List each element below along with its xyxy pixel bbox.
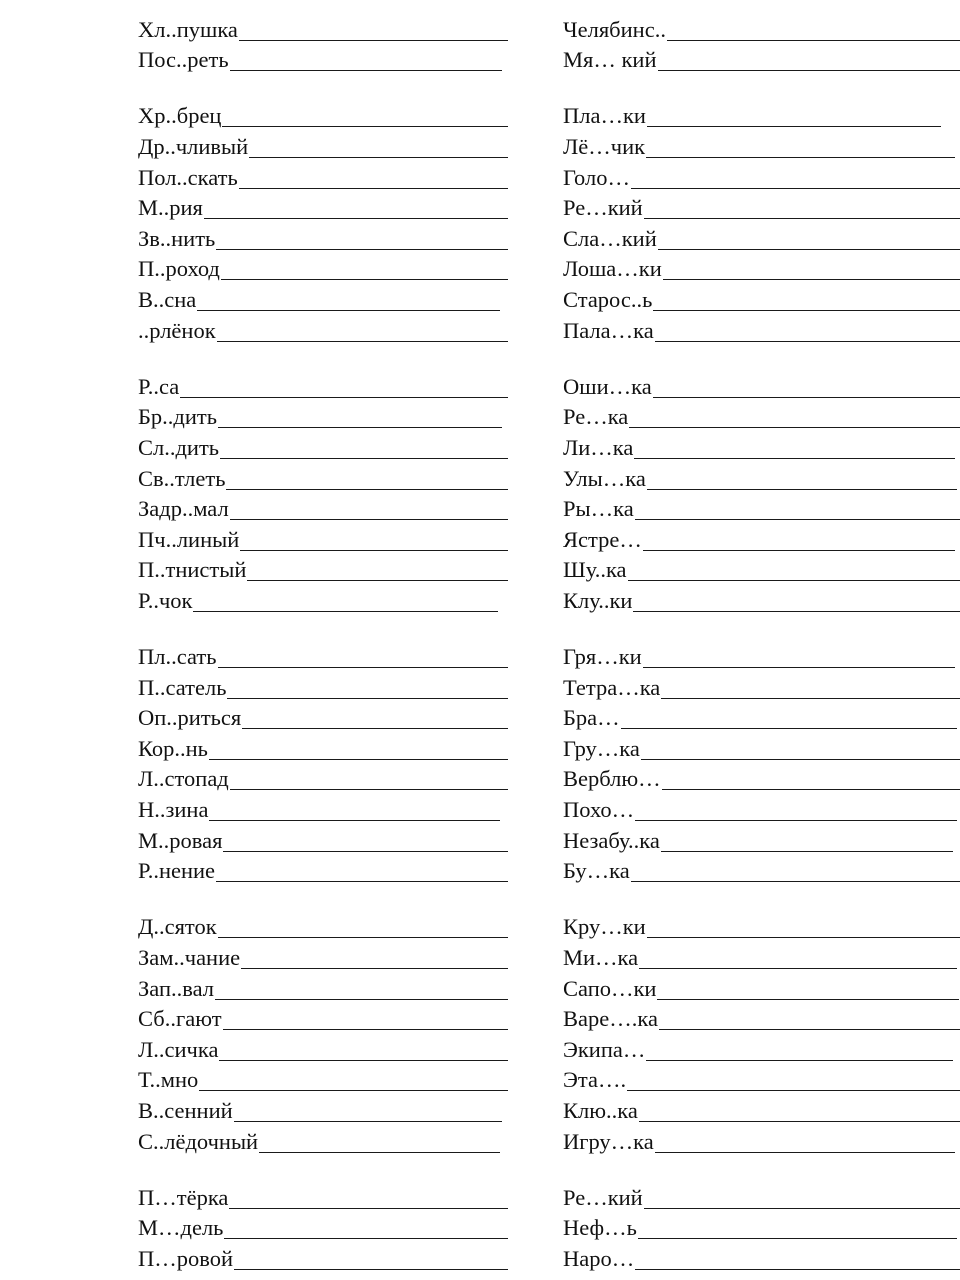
word-with-gap: Сб..гают	[138, 1006, 222, 1032]
answer-line[interactable]	[226, 489, 508, 490]
word-entry	[138, 1213, 508, 1244]
word-entry	[138, 101, 508, 132]
word-entry	[563, 641, 960, 672]
word-entry	[563, 1126, 960, 1157]
left-column	[138, 14, 508, 1274]
answer-line[interactable]	[241, 968, 508, 969]
word-entry	[563, 1095, 960, 1126]
word-with-gap: Гря…ки	[563, 644, 642, 670]
word-with-gap: М…дель	[138, 1215, 224, 1241]
word-entry	[138, 733, 508, 764]
answer-line[interactable]	[180, 397, 508, 398]
answer-line[interactable]	[659, 1029, 960, 1030]
answer-line[interactable]	[197, 310, 500, 311]
word-with-gap: Хл..пушка	[138, 16, 238, 42]
answer-line[interactable]	[239, 188, 508, 189]
word-entry	[563, 1182, 960, 1213]
word-with-gap: Ры…ка	[563, 496, 634, 522]
word-entry	[138, 1182, 508, 1213]
word-entry	[138, 942, 508, 973]
answer-line[interactable]	[218, 667, 509, 668]
answer-line[interactable]	[199, 1090, 508, 1091]
word-entry	[563, 973, 960, 1004]
word-with-gap: В..сенний	[138, 1097, 233, 1123]
word-with-gap: Св..тлеть	[138, 465, 226, 491]
answer-line[interactable]	[216, 881, 508, 882]
word-entry	[138, 973, 508, 1004]
answer-line[interactable]	[242, 728, 508, 729]
word-with-gap: Р..нение	[138, 858, 216, 884]
word-group	[138, 371, 508, 616]
word-with-gap: П..сатель	[138, 674, 227, 700]
word-with-gap: Пла…ки	[563, 103, 646, 129]
word-entry	[563, 101, 960, 132]
word-entry	[138, 856, 508, 887]
answer-line[interactable]	[639, 1121, 960, 1122]
word-entry	[563, 1034, 960, 1065]
answer-line[interactable]	[635, 1269, 960, 1270]
word-with-gap: Зап..вал	[138, 975, 214, 1001]
answer-line[interactable]	[663, 279, 960, 280]
answer-line[interactable]	[653, 397, 960, 398]
answer-line[interactable]	[661, 698, 960, 699]
answer-line[interactable]	[230, 70, 502, 71]
word-entry	[563, 402, 960, 433]
word-with-gap: Тетра…ка	[563, 674, 661, 700]
word-entry	[138, 1243, 508, 1274]
word-with-gap: Пл..сать	[138, 644, 217, 670]
answer-line[interactable]	[234, 1269, 508, 1270]
word-entry	[138, 1126, 508, 1157]
word-group	[563, 371, 960, 616]
word-group	[138, 1182, 508, 1274]
word-with-gap: Сла…кий	[563, 225, 657, 251]
word-with-gap: М..рия	[138, 195, 203, 221]
word-entry	[138, 432, 508, 463]
word-entry	[563, 1213, 960, 1244]
word-entry	[563, 1243, 960, 1274]
answer-line[interactable]	[635, 519, 960, 520]
answer-line[interactable]	[218, 937, 508, 938]
word-entry	[563, 794, 960, 825]
answer-line[interactable]	[646, 157, 955, 158]
answer-line[interactable]	[217, 341, 508, 342]
word-entry	[138, 555, 508, 586]
word-entry	[138, 131, 508, 162]
word-entry	[138, 254, 508, 285]
word-with-gap: Т..мно	[138, 1067, 199, 1093]
word-with-gap: Пала…ка	[563, 317, 654, 343]
word-entry	[563, 825, 960, 856]
answer-line[interactable]	[221, 279, 508, 280]
word-entry	[563, 555, 960, 586]
word-entry	[138, 764, 508, 795]
answer-line[interactable]	[661, 851, 953, 852]
word-entry	[138, 912, 508, 943]
word-entry	[563, 1004, 960, 1035]
answer-line[interactable]	[193, 611, 498, 612]
word-with-gap: Верблю…	[563, 766, 661, 792]
word-with-gap: Улы…ка	[563, 465, 646, 491]
answer-line[interactable]	[259, 1152, 500, 1153]
word-entry	[563, 14, 960, 45]
word-with-gap: Ястре…	[563, 526, 642, 552]
word-with-gap: Ре…кий	[563, 195, 643, 221]
word-with-gap: Пч..линый	[138, 526, 240, 552]
right-column	[563, 14, 960, 1274]
answer-line[interactable]	[644, 218, 960, 219]
word-with-gap: М..ровая	[138, 827, 223, 853]
word-group	[138, 14, 508, 75]
word-entry	[138, 1034, 508, 1065]
word-with-gap: С..лёдочный	[138, 1128, 259, 1154]
word-group	[138, 101, 508, 346]
word-entry	[138, 14, 508, 45]
word-with-gap: Ли…ка	[563, 434, 634, 460]
word-with-gap: Кру…ки	[563, 914, 646, 940]
word-with-gap: Р..са	[138, 373, 180, 399]
word-entry	[563, 733, 960, 764]
word-entry	[138, 284, 508, 315]
word-entry	[563, 371, 960, 402]
word-group	[563, 641, 960, 886]
word-with-gap: Клу..ки	[563, 587, 633, 613]
answer-line[interactable]	[209, 820, 500, 821]
word-with-gap: Старос..ь	[563, 286, 653, 312]
answer-line[interactable]	[230, 519, 508, 520]
answer-line[interactable]	[209, 759, 508, 760]
word-group	[563, 14, 960, 75]
answer-line[interactable]	[634, 458, 955, 459]
answer-line[interactable]	[647, 126, 941, 127]
word-entry	[138, 315, 508, 346]
word-with-gap: Ре…кий	[563, 1184, 643, 1210]
word-entry	[563, 463, 960, 494]
word-entry	[138, 794, 508, 825]
word-with-gap: Лё…чик	[563, 133, 646, 159]
word-group	[563, 1182, 960, 1274]
answer-line[interactable]	[239, 40, 508, 41]
word-entry	[138, 1004, 508, 1035]
answer-line[interactable]	[667, 40, 960, 41]
word-with-gap: Гру…ка	[563, 735, 640, 761]
word-entry	[138, 1065, 508, 1096]
word-with-gap: Неф…ь	[563, 1215, 637, 1241]
word-entry	[563, 284, 960, 315]
word-entry	[563, 494, 960, 525]
word-entry	[138, 193, 508, 224]
word-entry	[138, 524, 508, 555]
answer-line[interactable]	[229, 1208, 508, 1209]
word-entry	[138, 45, 508, 76]
word-with-gap: Мя… кий	[563, 47, 657, 73]
word-entry	[138, 825, 508, 856]
word-entry	[563, 432, 960, 463]
answer-line[interactable]	[653, 310, 960, 311]
word-with-gap: Л..стопад	[138, 766, 229, 792]
answer-line[interactable]	[621, 728, 957, 729]
word-group	[138, 641, 508, 886]
answer-line[interactable]	[230, 789, 508, 790]
answer-line[interactable]	[638, 1238, 957, 1239]
answer-line[interactable]	[655, 341, 960, 342]
word-group	[138, 912, 508, 1157]
answer-line[interactable]	[635, 820, 957, 821]
word-with-gap: Задр..мал	[138, 496, 229, 522]
answer-line[interactable]	[633, 611, 960, 612]
word-entry	[138, 162, 508, 193]
word-group	[563, 101, 960, 346]
word-with-gap: Голо…	[563, 164, 630, 190]
word-with-gap: Хр..брец	[138, 103, 222, 129]
word-with-gap: Зам..чание	[138, 945, 241, 970]
answer-line[interactable]	[219, 1060, 508, 1061]
word-with-gap: Кор..нь	[138, 735, 208, 761]
word-with-gap: Сл..дить	[138, 434, 220, 460]
word-entry	[138, 1095, 508, 1126]
answer-line[interactable]	[662, 789, 960, 790]
word-with-gap: Зв..нить	[138, 225, 216, 251]
answer-line[interactable]	[227, 698, 508, 699]
word-with-gap: Шу..ка	[563, 557, 627, 583]
word-with-gap: Ми…ка	[563, 945, 639, 970]
answer-line[interactable]	[249, 157, 508, 158]
word-group	[563, 912, 960, 1157]
word-with-gap: Ре…ка	[563, 404, 629, 430]
answer-line[interactable]	[658, 70, 960, 71]
word-with-gap: Бр..дить	[138, 404, 218, 430]
word-entry	[563, 193, 960, 224]
word-entry	[138, 494, 508, 525]
answer-line[interactable]	[658, 249, 960, 250]
word-entry	[563, 223, 960, 254]
answer-line[interactable]	[224, 1238, 508, 1239]
answer-line[interactable]	[657, 999, 959, 1000]
answer-line[interactable]	[223, 1029, 508, 1030]
answer-line[interactable]	[631, 188, 960, 189]
answer-line[interactable]	[643, 550, 955, 551]
answer-line[interactable]	[631, 881, 960, 882]
word-entry	[138, 402, 508, 433]
word-entry	[563, 703, 960, 734]
word-with-gap: Др..чливый	[138, 133, 249, 159]
answer-line[interactable]	[644, 1208, 960, 1209]
word-with-gap: Сапо…ки	[563, 975, 657, 1001]
answer-line[interactable]	[629, 427, 960, 428]
word-with-gap: Лоша…ки	[563, 256, 662, 282]
word-with-gap: Д..сяток	[138, 914, 217, 940]
answer-line[interactable]	[220, 458, 508, 459]
word-entry	[138, 223, 508, 254]
answer-line[interactable]	[643, 667, 955, 668]
answer-line[interactable]	[647, 937, 960, 938]
word-with-gap: ..рлёнок	[138, 317, 216, 343]
word-with-gap: Пол..скать	[138, 164, 238, 190]
answer-line[interactable]	[247, 580, 508, 581]
word-entry	[563, 672, 960, 703]
word-entry	[563, 942, 960, 973]
word-entry	[563, 856, 960, 887]
answer-line[interactable]	[218, 427, 502, 428]
word-with-gap: Челябинс..	[563, 16, 666, 42]
answer-line[interactable]	[222, 126, 508, 127]
word-entry	[563, 45, 960, 76]
answer-line[interactable]	[647, 489, 957, 490]
answer-line[interactable]	[204, 218, 508, 219]
answer-line[interactable]	[646, 1060, 953, 1061]
word-entry	[563, 315, 960, 346]
word-with-gap: В..сна	[138, 286, 197, 312]
word-with-gap: Оп..риться	[138, 705, 242, 731]
answer-line[interactable]	[216, 249, 508, 250]
word-with-gap: П…ровой	[138, 1245, 234, 1271]
word-with-gap: Наро…	[563, 1245, 635, 1271]
answer-line[interactable]	[639, 968, 957, 969]
word-with-gap: Л..сичка	[138, 1036, 219, 1062]
answer-line[interactable]	[234, 1121, 502, 1122]
word-entry	[563, 1065, 960, 1096]
word-entry	[138, 371, 508, 402]
answer-line[interactable]	[223, 851, 508, 852]
word-with-gap: Эта….	[563, 1067, 627, 1093]
word-with-gap: Похо…	[563, 797, 635, 823]
word-with-gap: Экипа…	[563, 1036, 646, 1062]
answer-line[interactable]	[655, 1152, 955, 1153]
word-with-gap: Бу…ка	[563, 858, 630, 884]
answer-line[interactable]	[215, 999, 508, 1000]
word-entry	[563, 585, 960, 616]
word-with-gap: Бра…	[563, 705, 620, 731]
word-entry	[563, 254, 960, 285]
word-with-gap: Незабу..ка	[563, 827, 660, 853]
word-with-gap: Р..чок	[138, 587, 193, 613]
word-entry	[563, 162, 960, 193]
word-entry	[138, 703, 508, 734]
word-with-gap: Игру…ка	[563, 1128, 654, 1154]
answer-line[interactable]	[628, 580, 960, 581]
word-entry	[563, 912, 960, 943]
word-entry	[138, 585, 508, 616]
answer-line[interactable]	[641, 759, 960, 760]
word-with-gap: Оши…ка	[563, 373, 652, 399]
answer-line[interactable]	[627, 1090, 960, 1091]
answer-line[interactable]	[240, 550, 508, 551]
word-with-gap: Н..зина	[138, 797, 209, 823]
word-entry	[138, 463, 508, 494]
word-entry	[138, 641, 508, 672]
word-entry	[138, 672, 508, 703]
word-with-gap: Варе….ка	[563, 1006, 658, 1032]
word-with-gap: П..роход	[138, 256, 220, 282]
word-with-gap: П..тнистый	[138, 557, 247, 583]
word-entry	[563, 131, 960, 162]
word-with-gap: Клю..ка	[563, 1097, 638, 1123]
word-with-gap: П…тёрка	[138, 1184, 229, 1210]
word-with-gap: Пос..реть	[138, 47, 229, 73]
word-entry	[563, 764, 960, 795]
word-entry	[563, 524, 960, 555]
